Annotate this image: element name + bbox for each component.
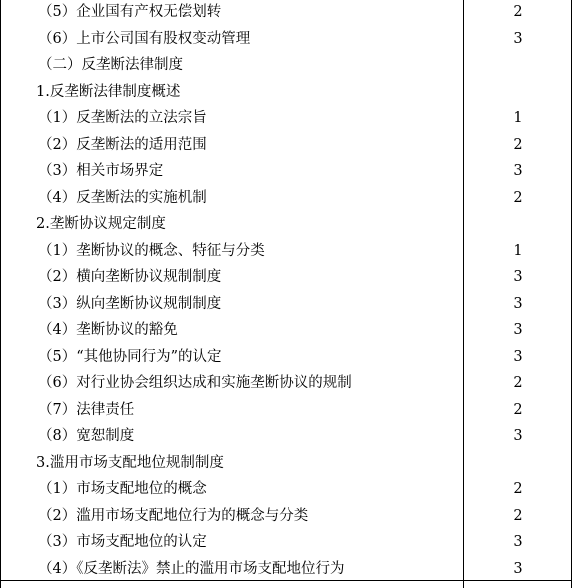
row-score: 3: [513, 428, 523, 444]
row-score: 3: [513, 295, 523, 312]
table-row: [0, 185, 572, 212]
row-score: 3: [513, 30, 523, 47]
table-row: [0, 529, 572, 556]
table-row: [0, 52, 572, 79]
row-score: 2: [513, 4, 523, 20]
table-row: [0, 476, 572, 503]
row-label: （2）横向垄断协议规制制度: [38, 269, 222, 285]
table-row: [0, 132, 572, 159]
row-score: 3: [513, 560, 523, 577]
row-score: 1: [513, 110, 523, 126]
row-score: 3: [513, 534, 523, 550]
row-score: 3: [513, 269, 523, 285]
table-row: [0, 423, 572, 450]
row-score: 2: [513, 481, 523, 497]
row-label: （3）纵向垄断协议规制制度: [38, 295, 222, 312]
row-label: （二）反垄断法律制度: [38, 57, 183, 73]
row-score: 3: [513, 163, 523, 179]
row-label: （4）《反垄断法》禁止的滥用市场支配地位行为: [38, 560, 345, 577]
row-label: （5）企业国有产权无偿划转: [38, 4, 222, 20]
row-label: （3）相关市场界定: [38, 163, 164, 179]
row-label: （5）“其他协同行为”的认定: [38, 348, 222, 365]
row-label: （2）滥用市场支配地位行为的概念与分类: [38, 507, 309, 524]
table-row: [0, 397, 572, 424]
row-label: （1）市场支配地位的概念: [38, 481, 207, 497]
row-label: （4）反垄断法的实施机制: [38, 189, 207, 206]
row-label: （6）对行业协会组织达成和实施垄断协议的规制: [38, 375, 352, 391]
row-score: 2: [513, 401, 523, 418]
table-row: [0, 26, 572, 53]
table-row: [0, 344, 572, 371]
row-label: （7）法律责任: [38, 401, 135, 418]
row-score: 3: [513, 348, 523, 365]
table-row: [0, 450, 572, 477]
table-row: [0, 556, 572, 583]
row-score: 2: [513, 375, 523, 391]
table-row: [0, 211, 572, 238]
row-score: 2: [513, 136, 523, 153]
table-row: [0, 0, 572, 26]
row-label: （1）反垄断法的立法宗旨: [38, 110, 207, 126]
table-row: [0, 317, 572, 344]
row-label: （3）市场支配地位的认定: [38, 534, 207, 550]
row-score: 2: [513, 189, 523, 206]
row-score: 2: [513, 507, 523, 524]
row-label: 2.垄断协议规定制度: [36, 216, 166, 232]
table-row: [0, 503, 572, 530]
table-row: [0, 291, 572, 318]
table-row: [0, 264, 572, 291]
table-row: [0, 105, 572, 132]
row-label: （6）上市公司国有股权变动管理: [38, 30, 251, 47]
row-label: （1）垄断协议的概念、特征与分类: [38, 242, 265, 259]
row-label: （4）垄断协议的豁免: [38, 322, 178, 338]
row-label: （8）宽恕制度: [38, 428, 135, 444]
row-label: 3.滥用市场支配地位规制制度: [36, 454, 224, 471]
row-score: 3: [513, 322, 523, 338]
table-row: [0, 79, 572, 106]
row-label: 1.反垄断法律制度概述: [36, 83, 181, 100]
row-score: 1: [513, 242, 523, 259]
table-row: [0, 158, 572, 185]
table-row: [0, 238, 572, 265]
row-label: （2）反垄断法的适用范围: [38, 136, 207, 153]
table-row: [0, 370, 572, 397]
